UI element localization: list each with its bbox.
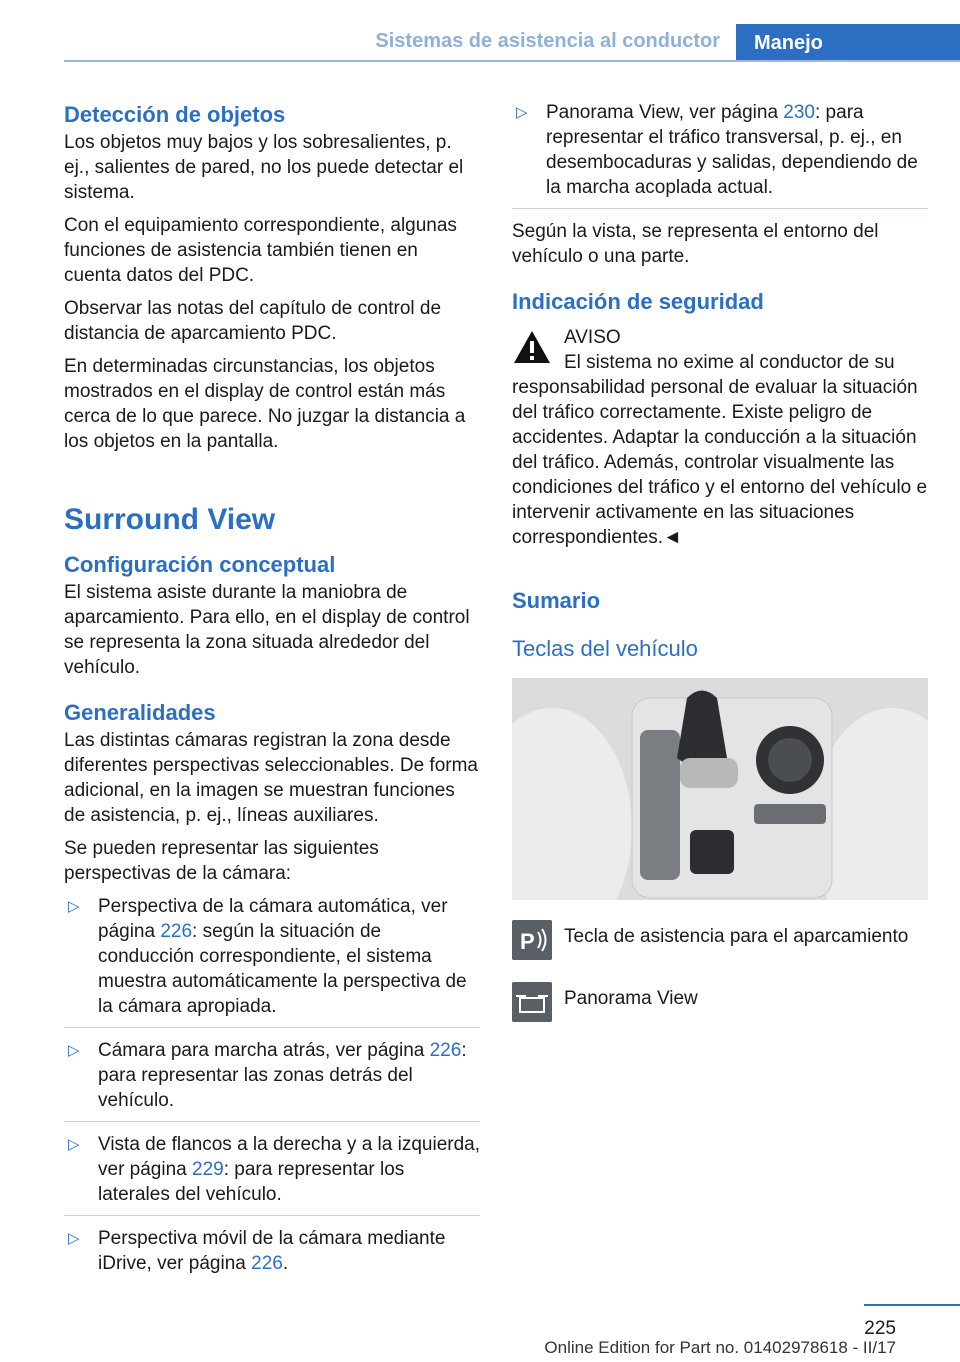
- panorama-list: [512, 100, 928, 200]
- list-item: ▷ Panorama View, ver página 230: para representar el tráfico transversal, p. ej., en desembocaduras y salidas, dependiendo de la marcha acoplada actual.: [516, 102, 918, 198]
- page-number: 225: [864, 1318, 896, 1339]
- page-link[interactable]: 226: [429, 1040, 462, 1061]
- page-link[interactable]: 230: [783, 102, 815, 123]
- paragraph: Los objetos muy bajos y los sobresalientes, p. ej., salientes de pared, no los puede detectar el sistema.: [64, 132, 464, 203]
- list-item: ▷ Perspectiva móvil de la cámara mediante iDrive, ver página 226.: [68, 1228, 446, 1274]
- triangle-bullet-icon: ▷: [68, 1230, 80, 1247]
- paragraph: En determinadas circunstancias, los objetos mostrados en el display de control están más cerca de lo que parece. No juzgar la distancia a los objetos en la pantalla.: [64, 356, 466, 452]
- panorama-view-icon: [512, 982, 552, 1022]
- triangle-bullet-icon: ▷: [516, 104, 528, 121]
- footer-rule: [864, 1304, 960, 1306]
- paragraph: El sistema asiste durante la maniobra de aparcamiento. Para ello, en el display de control se representa la zona situada alrededor del vehículo.: [64, 582, 470, 678]
- header-rule: [64, 60, 960, 62]
- warning-title: AVISO: [564, 327, 621, 348]
- paragraph: Observar las notas del capítulo de control de distancia de aparcamiento PDC.: [64, 298, 442, 344]
- heading-teclas: Teclas del vehículo: [512, 636, 698, 661]
- list-item: ▷ Perspectiva de la cámara automática, ver página 226: según la situación de conducción correspondiente, el sistema muestra automáticamente la perspectiva de la cámara apropiada.: [68, 896, 467, 1017]
- heading-generalidades: Generalidades: [64, 700, 216, 725]
- edition-note: Online Edition for Part no. 01402978618 - II/17: [544, 1338, 896, 1357]
- chapter-tab[interactable]: Manejo: [736, 24, 960, 62]
- key-label: Panorama View: [564, 988, 698, 1009]
- svg-text:P: P: [520, 929, 535, 954]
- paragraph: Con el equipamiento correspondiente, algunas funciones de asistencia también tienen en cuenta datos del PDC.: [64, 215, 457, 286]
- heading-configuracion: Configuración conceptual: [64, 552, 336, 577]
- parking-assist-icon: [512, 920, 552, 960]
- left-column: [64, 100, 480, 1276]
- key-panorama-view: [512, 982, 928, 1032]
- triangle-bullet-icon: ▷: [68, 1042, 80, 1059]
- page-link[interactable]: 229: [192, 1159, 224, 1180]
- vehicle-keys-photo: [512, 678, 928, 900]
- warning-text: El sistema no exime al conductor de su responsabilidad personal de evaluar la situación del tráfico correctamente. Existe peligro de accidentes. Adaptar la conducción a la situación del tráfico. Además, controlar visualmente las condiciones del tráfico y el entorno del vehículo e intervenir activamente en las situaciones correspondientes.◄: [512, 352, 928, 548]
- heading-deteccion: Detección de objetos: [64, 102, 286, 127]
- key-label: Tecla de asistencia para el aparcamiento: [564, 926, 909, 947]
- list-divider: [64, 1027, 480, 1028]
- camera-perspectives-list: [64, 894, 480, 1276]
- list-item: ▷ Cámara para marcha atrás, ver página 226: para representar las zonas detrás del vehículo.: [68, 1040, 467, 1111]
- page-link[interactable]: 226: [160, 921, 193, 942]
- section-title: Sistemas de asistencia al conductor: [375, 30, 720, 52]
- heading-sumario: Sumario: [512, 588, 601, 613]
- heading-surround-view: Surround View: [64, 503, 276, 536]
- right-column: [512, 100, 928, 1032]
- list-divider: [64, 1215, 480, 1216]
- paragraph: Según la vista, se representa el entorno del vehículo o una parte.: [512, 221, 879, 267]
- heading-seguridad: Indicación de seguridad: [512, 289, 764, 314]
- list-divider: [512, 208, 928, 209]
- page-link[interactable]: 226: [251, 1253, 283, 1274]
- paragraph: Las distintas cámaras registran la zona desde diferentes perspectivas seleccionables. De forma adicional, en la imagen se muestran funciones de asistencia, p. ej., líneas auxiliares.: [64, 730, 478, 826]
- list-divider: [64, 1121, 480, 1122]
- paragraph: Se pueden representar las siguientes perspectivas de la cámara:: [64, 838, 379, 884]
- center-console-icon: [512, 678, 928, 900]
- warning-block: [512, 325, 928, 550]
- key-parking-assist: [512, 920, 928, 970]
- triangle-bullet-icon: ▷: [68, 898, 80, 915]
- warning-triangle-icon: [512, 327, 552, 367]
- list-item: ▷ Vista de flancos a la derecha y a la izquierda, ver página 229: para representar los laterales del vehículo.: [68, 1134, 480, 1205]
- page-header: [0, 0, 960, 62]
- triangle-bullet-icon: ▷: [68, 1136, 80, 1153]
